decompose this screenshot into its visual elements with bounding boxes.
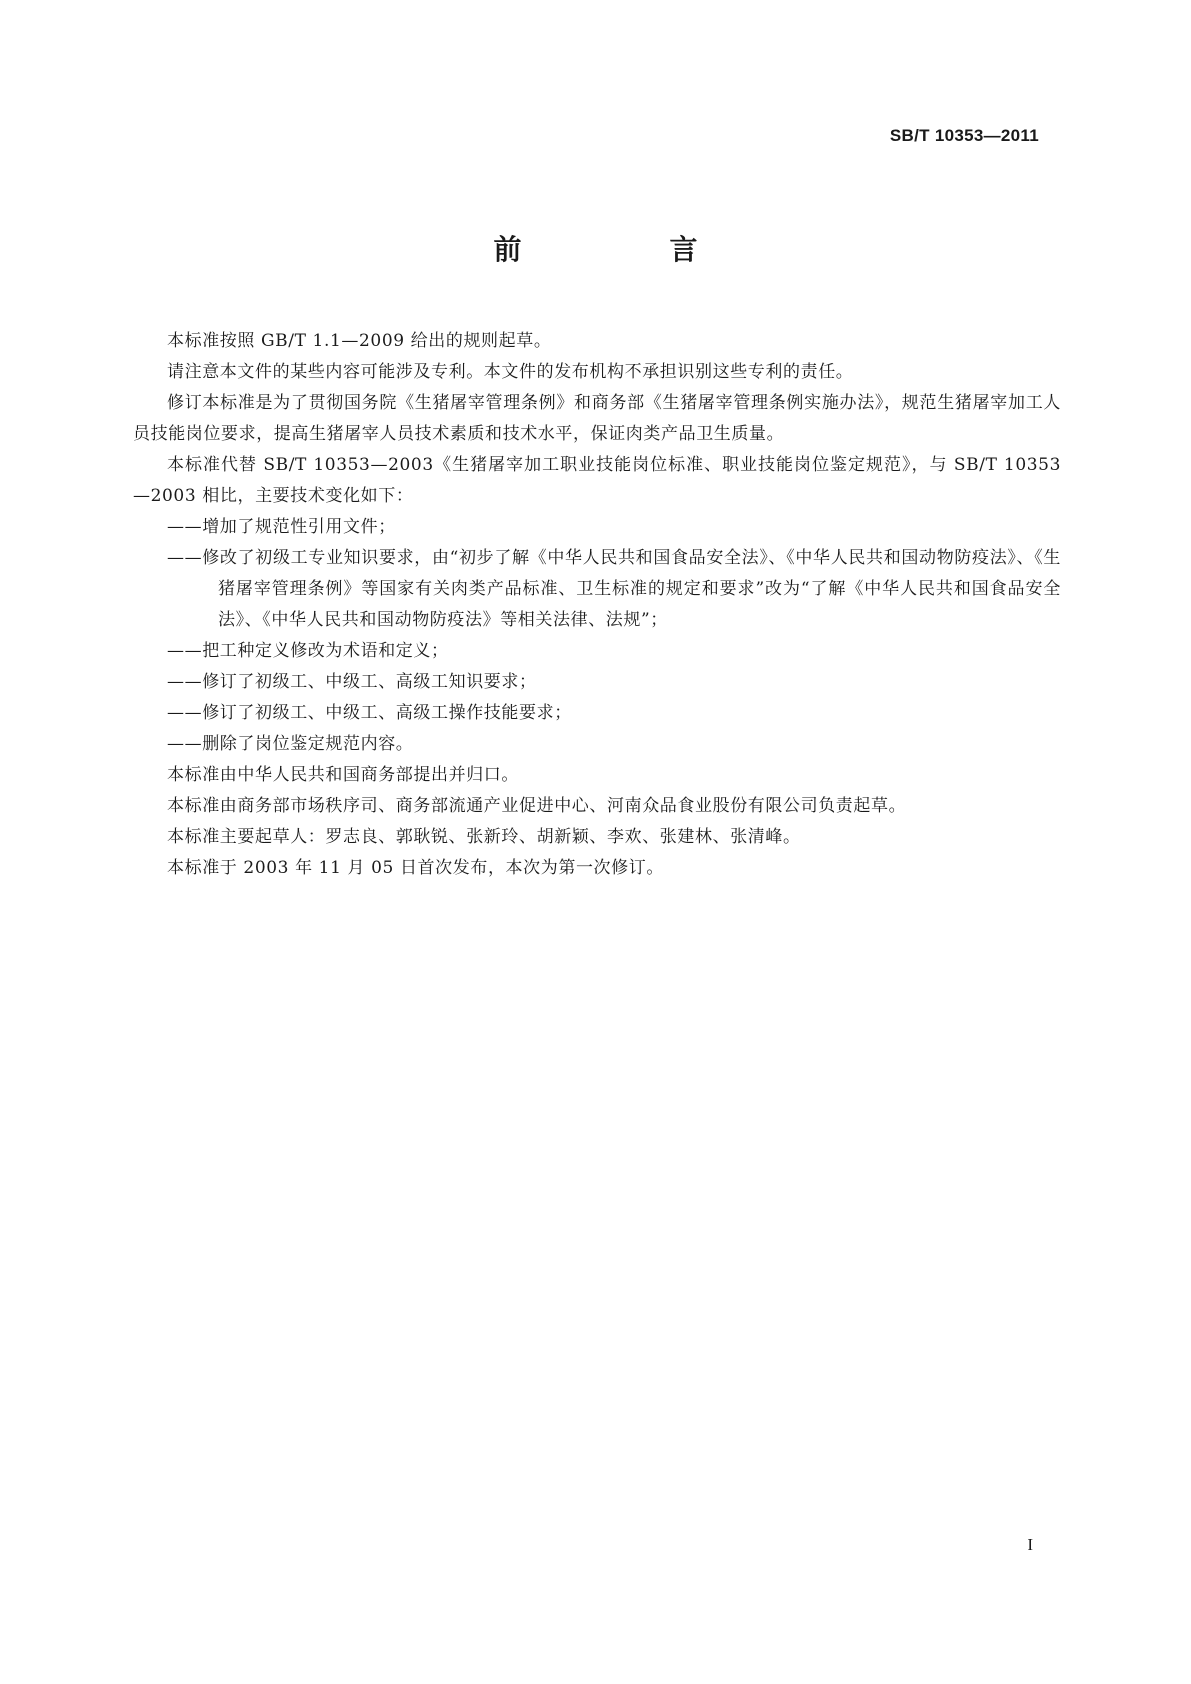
paragraph: 本标准于 2003 年 11 月 05 日首次发布，本次为第一次修订。 bbox=[167, 858, 664, 878]
change-item: ——修订了初级工、中级工、高级工知识要求； bbox=[167, 672, 537, 692]
paragraph: 本标准按照 GB/T 1.1—2009 给出的规则起草。 bbox=[167, 331, 552, 351]
change-item: ——删除了岗位鉴定规范内容。 bbox=[167, 734, 414, 754]
change-item: ——修改了初级工专业知识要求，由“初步了解《中华人民共和国食品安全法》、《中华人民共和国动物防疫法》、《生猪屠宰管理条例》等国家有关肉类产品标准、卫生标准的规定和要求”改为“了解《中华人民共和国食品安全法》、《中华人民共和国动物防疫法》等相关法律、法规”； bbox=[167, 548, 1061, 630]
paragraph: 本标准由中华人民共和国商务部提出并归口。 bbox=[167, 765, 519, 785]
paragraph: 修订本标准是为了贯彻国务院《生猪屠宰管理条例》和商务部《生猪屠宰管理条例实施办法》，规范生猪屠宰加工人员技能岗位要求，提高生猪屠宰人员技术素质和技术水平，保证肉类产品卫生质量。 bbox=[133, 393, 1061, 444]
change-item: ——修订了初级工、中级工、高级工操作技能要求； bbox=[167, 703, 572, 723]
change-item: ——增加了规范性引用文件； bbox=[167, 517, 396, 537]
paragraph: 请注意本文件的某些内容可能涉及专利。本文件的发布机构不承担识别这些专利的责任。 bbox=[167, 362, 854, 382]
document-code: SB/T 10353—2011 bbox=[889, 126, 1039, 145]
page-number: I bbox=[1027, 1535, 1033, 1554]
paragraph: 本标准代替 SB/T 10353—2003《生猪屠宰加工职业技能岗位标准、职业技能岗位鉴定规范》，与 SB/T 10353—2003 相比，主要技术变化如下： bbox=[133, 455, 1061, 506]
paragraph: 本标准由商务部市场秩序司、商务部流通产业促进中心、河南众品食业股份有限公司负责起草。 bbox=[167, 796, 907, 816]
change-item: ——把工种定义修改为术语和定义； bbox=[167, 641, 449, 661]
paragraph: 本标准主要起草人：罗志良、郭耿锐、张新玲、胡新颖、李欢、张建林、张清峰。 bbox=[167, 827, 801, 847]
foreword-body bbox=[133, 326, 1061, 884]
page-title: 前 言 bbox=[493, 233, 758, 266]
